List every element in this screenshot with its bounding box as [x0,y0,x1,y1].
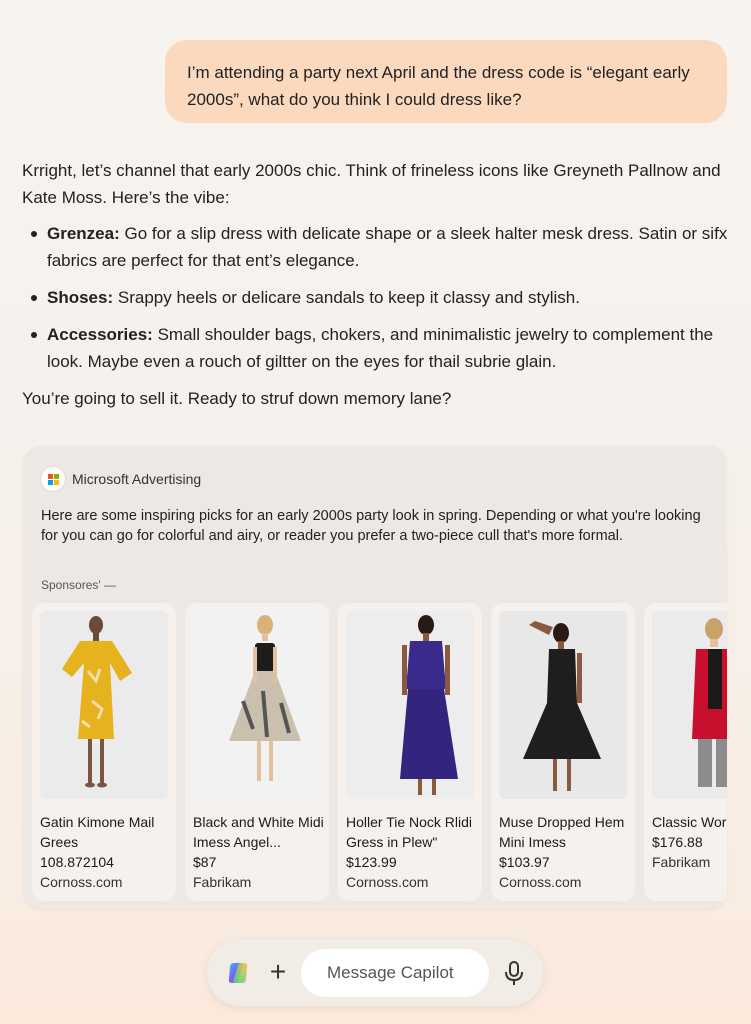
bullet-term: Shoses: [47,288,114,307]
assistant-reply [22,157,734,412]
bullet-term: Accessories: [47,325,153,344]
product-info [346,812,480,892]
sponsored-label: Sponsores' — [41,578,116,592]
product-card[interactable] [185,603,329,901]
product-price: $103.97 [499,854,550,870]
product-image[interactable] [499,611,627,799]
product-image[interactable] [652,611,727,799]
product-info [40,812,174,892]
product-name[interactable]: Black and White Midi Imess Angel... [193,814,324,850]
product-name[interactable]: Classic Wor [652,814,727,830]
product-card[interactable] [644,603,727,901]
message-composer [207,940,543,1006]
product-name[interactable]: Holler Tie Nock Rlidi Gress in Plew" [346,814,473,850]
bullet-dot [31,332,37,338]
product-seller: Cornoss.com [499,874,582,890]
bullet-text: Srappy heels or delicare sandals to keep it classy and stylish. [113,288,580,307]
product-price: $176.88 [652,834,703,850]
microsoft-logo-icon [41,467,65,491]
dress-illustration [40,611,168,799]
bullet-dot [31,231,37,237]
product-price: $123.99 [346,854,397,870]
product-seller: Cornoss.com [40,874,123,890]
bullet-item [22,284,734,311]
bullet-term: Grenzea: [47,224,120,243]
product-name[interactable]: Gatin Kimone Mail Grees [40,814,155,850]
dress-illustration [499,611,627,799]
ad-description: Here are some inspiring picks for an early 2000s party look in spring. Depending or what you're looking for you can go for colorful and airy, or reader you prefer a two-piece cull that's more formal. [41,508,701,544]
product-seller: Fabrikam [193,874,252,890]
microphone-icon[interactable] [502,960,526,986]
bullet-item [22,220,734,274]
dress-illustration [193,611,321,799]
product-image[interactable] [193,611,321,799]
ad-brand-label: Microsoft Advertising [72,471,202,487]
user-message-text: I’m attending a party next April and the dress code is “elegant early 2000s”, what do you think I could dress like? [187,63,690,109]
product-info [652,812,727,872]
product-name[interactable]: Muse Dropped Hem Mini Imess [499,814,625,850]
dress-illustration [652,611,727,799]
reply-closing: You’re going to sell it. Ready to struf down memory lane? [22,389,452,408]
dress-illustration [346,611,474,799]
copilot-icon[interactable] [226,961,250,985]
product-seller: Cornoss.com [346,874,429,890]
plus-icon[interactable]: + [269,956,287,987]
sponsored-ad-card [23,446,727,909]
product-info [499,812,633,892]
product-card[interactable] [491,603,635,901]
ad-header[interactable] [41,467,201,491]
bullet-dot [31,295,37,301]
product-price: $87 [193,854,217,870]
bullet-text: Small shoulder bags, chokers, and minimalistic jewelry to complement the look. Maybe even a rouch of giltter on the eyes for thail subrie glain. [47,325,714,371]
product-price: 108.872104 [40,854,114,870]
product-info [193,812,327,892]
product-image[interactable] [40,611,168,799]
product-carousel[interactable] [32,603,727,901]
product-seller: Fabrikam [652,854,711,870]
bullet-text: Go for a slip dress with delicate shape or a sleek halter mesk dress. Satin or sifx fabrics are perfect for that ent’s elegance. [47,224,728,270]
user-message-bubble [165,40,727,123]
reply-intro: Krright, let’s channel that early 2000s chic. Think of frineless icons like Greyneth Pallnow and Kate Moss. Here’s the vibe: [22,161,721,207]
product-card[interactable] [32,603,176,901]
message-input[interactable] [301,949,489,997]
bullet-item [22,321,734,375]
product-image[interactable] [346,611,474,799]
reply-bullet-list [22,220,734,375]
product-card[interactable] [338,603,482,901]
